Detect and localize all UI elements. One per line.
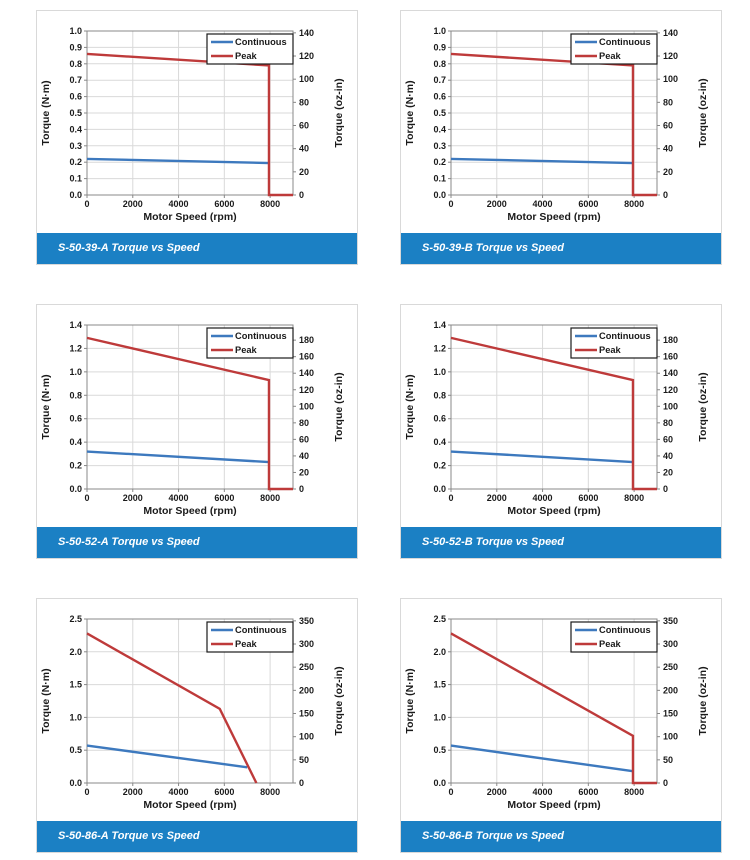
y2-axis-tick-label: 100 [663,731,679,742]
y2-axis-tick-label: 0 [299,778,305,788]
y2-axis-tick-label: 180 [299,335,315,346]
y-axis-tick-label: 0.5 [433,108,446,118]
y2-axis-title: Torque (oz-in) [697,78,709,148]
y2-axis-tick-label: 150 [663,708,679,719]
chart-caption: S-50-86-A Torque vs Speed [37,821,357,852]
y-axis-tick-label: 0.8 [69,58,82,69]
y-axis-title: Torque (N·m) [40,668,52,734]
x-axis-tick-label: 8000 [260,199,281,209]
peak-line [87,633,256,783]
y-axis-tick-label: 0.0 [69,484,82,494]
chart-card-S-50-52-B [400,304,722,559]
peak-line [87,54,293,195]
legend-label-peak: Peak [599,51,621,62]
y2-axis-tick-label: 300 [299,639,315,650]
y-axis-tick-label: 1.5 [433,679,446,690]
y2-axis-tick-label: 160 [663,351,679,362]
legend [207,34,293,64]
y2-axis-tick-label: 120 [663,51,679,62]
y-axis-title: Torque (N·m) [404,80,416,146]
y-axis-tick-label: 0.4 [433,124,446,135]
legend [207,622,293,652]
chart-caption: S-50-86-B Torque vs Speed [401,821,721,852]
x-axis-tick-label: 4000 [168,787,189,797]
y2-axis-tick-label: 60 [663,120,674,131]
chart-card-S-50-86-B [400,598,722,853]
x-axis-tick-label: 6000 [214,199,235,209]
y-axis-tick-label: 0.6 [69,413,82,424]
y-axis-tick-label: 1.0 [69,26,82,36]
torque-speed-chart-S-50-52-B [401,305,721,527]
y2-axis-tick-label: 40 [663,450,674,461]
chart-area [37,305,357,527]
y-axis-tick-label: 1.0 [433,366,446,377]
chart-area [401,305,721,527]
legend-label-continuous: Continuous [235,331,287,342]
y-axis-tick-label: 0.6 [69,91,82,102]
chart-card-S-50-52-A [36,304,358,559]
y2-axis-tick-label: 0 [299,190,305,200]
legend-label-peak: Peak [599,639,621,650]
torque-speed-chart-S-50-39-A [37,11,357,233]
y2-axis-title: Torque (oz-in) [697,372,709,442]
peak-line [87,338,293,489]
y2-axis-tick-label: 350 [663,615,679,626]
y-axis-tick-label: 0.9 [69,42,82,53]
y2-axis-tick-label: 100 [663,74,679,85]
y2-axis-tick-label: 50 [663,754,674,765]
y-axis-tick-label: 0.5 [69,745,82,756]
x-axis-tick-label: 6000 [214,493,235,503]
y-axis-title: Torque (N·m) [40,80,52,146]
legend-label-continuous: Continuous [235,37,287,48]
legend-label-peak: Peak [235,51,257,62]
x-axis-tick-label: 6000 [214,787,235,797]
chart-area [37,599,357,821]
torque-speed-chart-S-50-86-A [37,599,357,821]
y-axis-tick-label: 1.2 [433,343,446,354]
legend-label-continuous: Continuous [599,37,651,48]
chart-caption: S-50-39-A Torque vs Speed [37,233,357,264]
legend-label-continuous: Continuous [599,625,651,636]
y2-axis-tick-label: 40 [299,450,310,461]
legend-label-continuous: Continuous [599,331,651,342]
y2-axis-tick-label: 120 [663,384,679,395]
y-axis-tick-label: 1.4 [69,320,82,330]
legend [207,328,293,358]
y-axis-tick-label: 2.5 [433,614,446,624]
y-axis-tick-label: 1.0 [69,712,82,723]
x-axis-tick-label: 6000 [578,493,599,503]
y2-axis-tick-label: 20 [299,166,310,177]
y2-axis-tick-label: 250 [299,662,315,673]
y-axis-tick-label: 0.2 [433,460,446,471]
y2-axis-title: Torque (oz-in) [697,666,709,736]
y2-axis-tick-label: 40 [299,143,310,154]
y2-axis-tick-label: 160 [299,351,315,362]
chart-area [37,11,357,233]
y2-axis-tick-label: 140 [663,368,679,379]
y-axis-tick-label: 0.8 [433,390,446,401]
y-axis-tick-label: 0.7 [69,75,82,86]
x-axis-tick-label: 2000 [486,787,507,797]
torque-speed-chart-S-50-86-B [401,599,721,821]
y2-axis-tick-label: 60 [299,434,310,445]
legend [571,622,657,652]
y2-axis-tick-label: 60 [299,120,310,131]
continuous-line [451,452,633,463]
y-axis-title: Torque (N·m) [40,374,52,440]
y2-axis-tick-label: 0 [663,484,669,494]
y-axis-tick-label: 0.7 [433,75,446,86]
y2-axis-title: Torque (oz-in) [333,78,345,148]
x-axis-title: Motor Speed (rpm) [143,799,237,811]
y-axis-tick-label: 2.0 [69,646,82,657]
chart-area [401,599,721,821]
legend-label-peak: Peak [235,639,257,650]
y-axis-tick-label: 0.1 [433,173,446,184]
chart-card-S-50-86-A [36,598,358,853]
x-axis-tick-label: 4000 [532,787,553,797]
y-axis-tick-label: 0.8 [433,58,446,69]
x-axis-title: Motor Speed (rpm) [143,505,237,517]
legend-label-peak: Peak [235,345,257,356]
torque-speed-chart-S-50-39-B [401,11,721,233]
x-axis-tick-label: 2000 [122,199,143,209]
x-axis-tick-label: 2000 [122,493,143,503]
x-axis-tick-label: 0 [448,199,454,209]
y2-axis-tick-label: 40 [663,143,674,154]
y2-axis-tick-label: 80 [299,417,310,428]
x-axis-tick-label: 2000 [486,493,507,503]
y-axis-tick-label: 1.5 [69,679,82,690]
y2-axis-tick-label: 20 [663,467,674,478]
y2-axis-tick-label: 100 [299,74,315,85]
chart-caption: S-50-52-B Torque vs Speed [401,527,721,558]
y-axis-tick-label: 0.4 [69,437,82,448]
y-axis-tick-label: 0.4 [69,124,82,135]
y-axis-tick-label: 1.0 [433,712,446,723]
y-axis-tick-label: 0.2 [69,460,82,471]
x-axis-tick-label: 4000 [532,493,553,503]
y-axis-tick-label: 0.0 [69,190,82,200]
y2-axis-tick-label: 60 [663,434,674,445]
x-axis-tick-label: 8000 [624,787,645,797]
y-axis-tick-label: 1.0 [69,366,82,377]
x-axis-tick-label: 6000 [578,199,599,209]
x-axis-tick-label: 8000 [260,787,281,797]
y-axis-tick-label: 2.5 [69,614,82,624]
y2-axis-tick-label: 20 [299,467,310,478]
y2-axis-tick-label: 140 [299,27,315,38]
continuous-line [451,746,633,772]
y2-axis-tick-label: 150 [299,708,315,719]
y-axis-tick-label: 0.1 [69,173,82,184]
y2-axis-tick-label: 0 [663,778,669,788]
y2-axis-tick-label: 200 [299,685,315,696]
y2-axis-tick-label: 140 [663,27,679,38]
y-axis-tick-label: 0.0 [69,778,82,788]
y2-axis-tick-label: 120 [299,51,315,62]
y2-axis-title: Torque (oz-in) [333,372,345,442]
y-axis-title: Torque (N·m) [404,374,416,440]
y-axis-tick-label: 1.2 [69,343,82,354]
y-axis-tick-label: 0.3 [69,140,82,151]
y2-axis-tick-label: 80 [299,97,310,108]
y2-axis-tick-label: 120 [299,384,315,395]
chart-caption: S-50-39-B Torque vs Speed [401,233,721,264]
y-axis-tick-label: 0.2 [69,157,82,168]
y-axis-tick-label: 0.2 [433,157,446,168]
x-axis-tick-label: 8000 [624,493,645,503]
y2-axis-title: Torque (oz-in) [333,666,345,736]
y-axis-tick-label: 1.0 [433,26,446,36]
y-axis-tick-label: 0.0 [433,190,446,200]
chart-card-S-50-39-B [400,10,722,265]
y2-axis-tick-label: 180 [663,335,679,346]
legend [571,34,657,64]
x-axis-tick-label: 0 [84,199,90,209]
torque-speed-chart-S-50-52-A [37,305,357,527]
y2-axis-tick-label: 0 [299,484,305,494]
x-axis-tick-label: 4000 [532,199,553,209]
continuous-line [87,746,247,768]
x-axis-tick-label: 4000 [168,199,189,209]
x-axis-tick-label: 2000 [486,199,507,209]
y2-axis-tick-label: 80 [663,417,674,428]
chart-card-S-50-39-A [36,10,358,265]
y2-axis-tick-label: 100 [299,731,315,742]
y-axis-tick-label: 0.4 [433,437,446,448]
x-axis-tick-label: 8000 [624,199,645,209]
y-axis-tick-label: 0.3 [433,140,446,151]
x-axis-tick-label: 0 [84,787,90,797]
y2-axis-tick-label: 100 [299,401,315,412]
y2-axis-tick-label: 250 [663,662,679,673]
x-axis-tick-label: 0 [448,787,454,797]
y2-axis-tick-label: 140 [299,368,315,379]
x-axis-tick-label: 8000 [260,493,281,503]
y2-axis-tick-label: 80 [663,97,674,108]
continuous-line [87,452,269,463]
legend [571,328,657,358]
x-axis-tick-label: 0 [448,493,454,503]
x-axis-title: Motor Speed (rpm) [507,505,601,517]
y2-axis-tick-label: 20 [663,166,674,177]
x-axis-tick-label: 6000 [578,787,599,797]
legend-label-continuous: Continuous [235,625,287,636]
y2-axis-tick-label: 300 [663,639,679,650]
x-axis-tick-label: 0 [84,493,90,503]
y-axis-tick-label: 2.0 [433,646,446,657]
x-axis-tick-label: 4000 [168,493,189,503]
y-axis-tick-label: 0.5 [69,108,82,118]
y2-axis-tick-label: 100 [663,401,679,412]
chart-caption: S-50-52-A Torque vs Speed [37,527,357,558]
y2-axis-tick-label: 0 [663,190,669,200]
x-axis-tick-label: 2000 [122,787,143,797]
y-axis-tick-label: 1.4 [433,320,446,330]
y-axis-tick-label: 0.8 [69,390,82,401]
y2-axis-tick-label: 200 [663,685,679,696]
y2-axis-tick-label: 350 [299,615,315,626]
y-axis-tick-label: 0.6 [433,91,446,102]
x-axis-title: Motor Speed (rpm) [143,211,237,223]
y-axis-tick-label: 0.0 [433,778,446,788]
legend-label-peak: Peak [599,345,621,356]
y-axis-tick-label: 0.5 [433,745,446,756]
peak-line [451,338,657,489]
y-axis-tick-label: 0.9 [433,42,446,53]
y2-axis-tick-label: 50 [299,754,310,765]
y-axis-tick-label: 0.0 [433,484,446,494]
x-axis-title: Motor Speed (rpm) [507,211,601,223]
x-axis-title: Motor Speed (rpm) [507,799,601,811]
y-axis-title: Torque (N·m) [404,668,416,734]
y-axis-tick-label: 0.6 [433,413,446,424]
peak-line [451,54,657,195]
chart-area [401,11,721,233]
